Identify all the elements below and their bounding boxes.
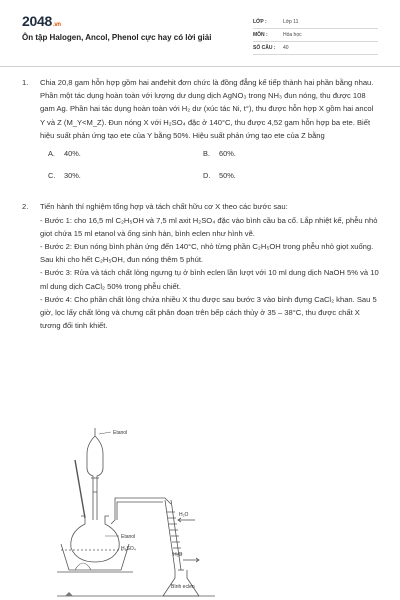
- answer-options: [40, 147, 380, 182]
- question-intro: Tiến hành thí nghiệm tổng hợp và tách chất hữu cơ X theo các bước sau:: [40, 202, 288, 212]
- option-letter: A.: [48, 149, 55, 159]
- step-1: - Bước 1: cho 16,5 ml C₂H₅OH và 7,5 ml axit H₂SO₄ đặc vào bình cầu ba cổ. Lắp nhiệt kế, phễu nhỏ giọt chứa 15 ml etanol và ống sinh hàn, bình eclen như hình vẽ.: [40, 215, 378, 238]
- step-3: - Bước 3: Rửa và tách chất lỏng ngưng tụ ở bình eclen lần lượt với 10 ml dung dịch NaOH 5% và 10 ml dung dịch CaCl₂ 50% trong phễu chiết.: [40, 268, 379, 291]
- option-letter: C.: [48, 171, 56, 181]
- option-text: 40%.: [64, 149, 81, 159]
- site-logo[interactable]: 2048.vn: [22, 13, 61, 29]
- apparatus-svg: [55, 420, 245, 598]
- option-text: 60%.: [219, 149, 236, 159]
- option-c[interactable]: [48, 169, 203, 182]
- label-eclen: Bình eclen: [171, 584, 195, 590]
- step-2: - Bước 2: Đun nóng bình phản ứng đến 140°C, nhỏ từng phần C₂H₅OH trong phễu nhỏ giọt xuống. Sau khi cho hết C₂H₅OH, đun nóng thêm 5 phút.: [40, 242, 374, 265]
- meta-value: 40: [283, 45, 289, 51]
- meta-row-count: [253, 42, 378, 55]
- meta-value: Hóa học: [283, 32, 302, 38]
- header-divider: [0, 66, 400, 67]
- meta-key: SỐ CÂU :: [253, 45, 276, 51]
- question-number: 1.: [22, 78, 29, 87]
- question-text: Chia 20,8 gam hỗn hợp gồm hai anđehit đơn chức là đồng đẳng kế tiếp thành hai phần bằng nhau. Phần một tác dụng hoàn toàn với lượng dư dung dịch AgNO₃ trong NH₃ đun nóng, thu được 108 gam Ag. Phần hai tác dụng hoàn toàn với H₂ dư (xúc tác Ni, t°), thu được hỗn hợp X gồm hai ancol Y và Z (M_Y<M_Z). Đun nóng X với H₂SO₄ đặc ở 140°C, thu được 4,52 gam hỗn hợp ba ete. Biết hiệu suất phản ứng tạo ete của Y bằng 50%. Hiệu suất phản ứng tạo ete của Z bằng: [40, 78, 374, 140]
- option-b[interactable]: [203, 147, 353, 160]
- meta-key: LỚP :: [253, 19, 267, 25]
- question-2: [22, 200, 380, 332]
- apparatus-diagram: [55, 420, 245, 598]
- question-1: [22, 76, 380, 182]
- option-a[interactable]: [48, 147, 203, 160]
- meta-value: Lớp 11: [283, 19, 299, 25]
- meta-key: MÔN :: [253, 32, 268, 38]
- step-4: - Bước 4: Cho phần chất lỏng chứa nhiều X thu được sau bước 3 vào bình đựng CaCl₂ khan. Sau 5 giờ, lọc lấy chất lỏng và chưng cất phân đoạn trên bếp cách thủy ở 35 – 38°C, thu được chất X tương đối tinh khiết.: [40, 294, 377, 331]
- meta-table: [253, 16, 378, 55]
- label-h2so4: H₂SO₄: [121, 546, 136, 552]
- label-h2o-out: H₂O: [173, 552, 183, 558]
- question-list: [22, 76, 380, 332]
- document-title: Ôn tập Halogen, Ancol, Phenol cực hay có lời giải: [22, 33, 212, 42]
- page-header: [0, 0, 400, 66]
- option-text: 30%.: [64, 171, 81, 181]
- label-etanol-flask: Etanol: [121, 534, 136, 540]
- option-text: 50%.: [219, 171, 236, 181]
- label-etanol-top: Etanol: [113, 430, 128, 436]
- question-number: 2.: [22, 202, 29, 212]
- option-d[interactable]: [203, 169, 353, 182]
- meta-row-class: [253, 16, 378, 29]
- option-letter: B.: [203, 149, 210, 159]
- label-h2o-in: H₂O: [179, 512, 189, 518]
- meta-row-subject: [253, 29, 378, 42]
- option-letter: D.: [203, 171, 211, 181]
